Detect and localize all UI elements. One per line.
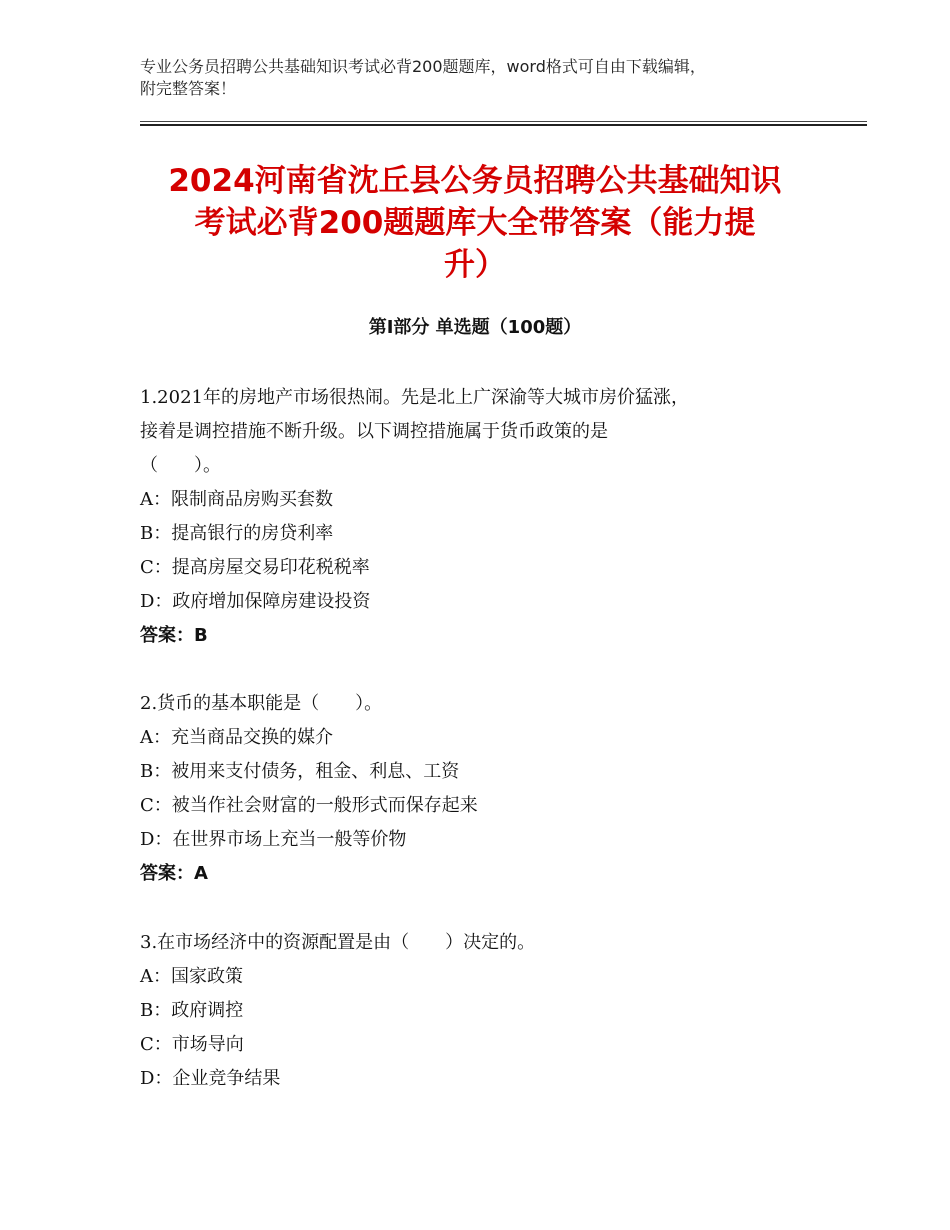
- question-1: [140, 381, 820, 653]
- title-line: 2024河南省沈丘县公务员招聘公共基础知识: [168, 163, 782, 199]
- option-b: B：政府调控: [140, 1000, 244, 1021]
- option-c: C：被当作社会财富的一般形式而保存起来: [140, 795, 478, 816]
- question-stem-line: 接着是调控措施不断升级。以下调控措施属于货币政策的是: [140, 421, 608, 442]
- section-heading: 第Ⅰ部分 单选题（100题）: [368, 317, 582, 338]
- question-stem-line: （ ）。: [140, 455, 221, 476]
- option-c: C：市场导向: [140, 1034, 244, 1055]
- answer-label: 答案：A: [140, 863, 208, 884]
- answer-label: 答案：B: [140, 625, 208, 646]
- option-b: B：提高银行的房贷利率: [140, 523, 334, 544]
- question-3: [140, 926, 820, 1096]
- header-divider-thin: [140, 121, 867, 122]
- option-d: D：企业竞争结果: [140, 1068, 281, 1089]
- document-title: [140, 160, 810, 286]
- question-stem-line: 1.2021年的房地产市场很热闹。先是北上广深渝等大城市房价猛涨，: [140, 387, 689, 408]
- title-line: 考试必背200题题库大全带答案（能力提: [194, 205, 756, 241]
- question-stem-line: 2.货币的基本职能是（ ）。: [140, 693, 383, 714]
- header-note-line: 专业公务员招聘公共基础知识考试必背200题题库，word格式可自由下载编辑，: [140, 57, 706, 76]
- question-2: [140, 687, 820, 891]
- header-note-line: 附完整答案！: [140, 79, 237, 98]
- option-c: C：提高房屋交易印花税税率: [140, 557, 370, 578]
- option-b: B：被用来支付债务，租金、利息、工资: [140, 761, 460, 782]
- option-a: A：国家政策: [140, 966, 243, 987]
- question-stem: [140, 926, 820, 960]
- option-d: D：在世界市场上充当一般等价物: [140, 829, 407, 850]
- option-a: A：限制商品房购买套数: [140, 489, 333, 510]
- title-line: 升）: [444, 247, 506, 283]
- question-stem: [140, 687, 820, 721]
- question-stem-line: 3.在市场经济中的资源配置是由（ ）决定的。: [140, 932, 536, 953]
- header-note: [140, 56, 820, 100]
- header-divider-thick: [140, 124, 867, 126]
- option-a: A：充当商品交换的媒介: [140, 727, 333, 748]
- option-d: D：政府增加保障房建设投资: [140, 591, 371, 612]
- question-stem: [140, 381, 820, 483]
